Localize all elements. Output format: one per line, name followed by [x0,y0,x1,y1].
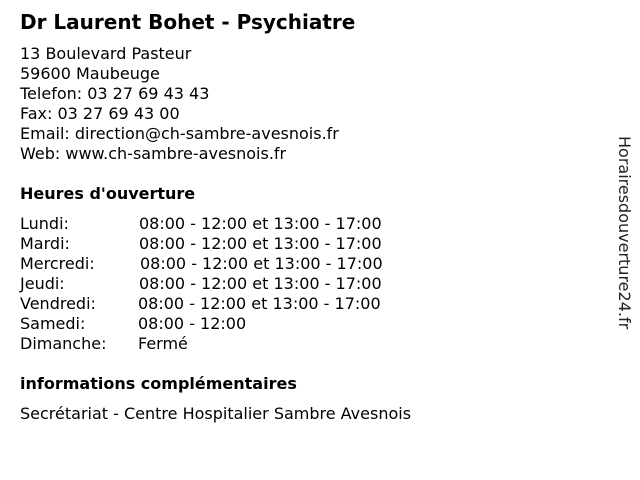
hours-row-thursday [20,274,440,294]
time-range: 08:00 - 12:00 et 13:00 - 17:00 [139,234,382,253]
watermark-text: Horairesdouverture24.fr [615,136,634,330]
hours-row-saturday [20,314,440,334]
day-label: Dimanche: [20,334,107,353]
hours-row-tuesday [20,234,440,254]
address-street: 13 Boulevard Pasteur [20,44,192,63]
time-range: Fermé [138,334,188,353]
day-label: Mercredi: [20,254,95,273]
opening-hours-heading: Heures d'ouverture [20,184,196,203]
day-label: Vendredi: [20,294,96,313]
hours-row-sunday [20,334,440,354]
time-range: 08:00 - 12:00 et 13:00 - 17:00 [139,214,382,233]
email-address[interactable]: Email: direction@ch-sambre-avesnois.fr [20,124,339,143]
time-range: 08:00 - 12:00 et 13:00 - 17:00 [138,294,381,313]
additional-info-heading: informations complémentaires [20,374,297,393]
day-label: Lundi: [20,214,69,233]
address-city: 59600 Maubeuge [20,64,160,83]
contact-block [20,44,339,164]
phone-number[interactable]: Telefon: 03 27 69 43 43 [20,84,210,103]
additional-info-text: Secrétariat - Centre Hospitalier Sambre Avesnois [20,404,412,423]
day-label: Samedi: [20,314,86,333]
fax-number: Fax: 03 27 69 43 00 [20,104,180,123]
site-watermark [614,136,634,376]
hours-row-wednesday [20,254,440,274]
day-label: Jeudi: [20,274,65,293]
hours-row-friday [20,294,440,314]
page-title: Dr Laurent Bohet - Psychiatre [20,10,356,34]
website-link[interactable]: Web: www.ch-sambre-avesnois.fr [20,144,287,163]
hours-row-monday [20,214,440,234]
time-range: 08:00 - 12:00 et 13:00 - 17:00 [139,274,382,293]
opening-hours-table [20,214,440,354]
time-range: 08:00 - 12:00 [138,314,247,333]
day-label: Mardi: [20,234,70,253]
time-range: 08:00 - 12:00 et 13:00 - 17:00 [140,254,383,273]
